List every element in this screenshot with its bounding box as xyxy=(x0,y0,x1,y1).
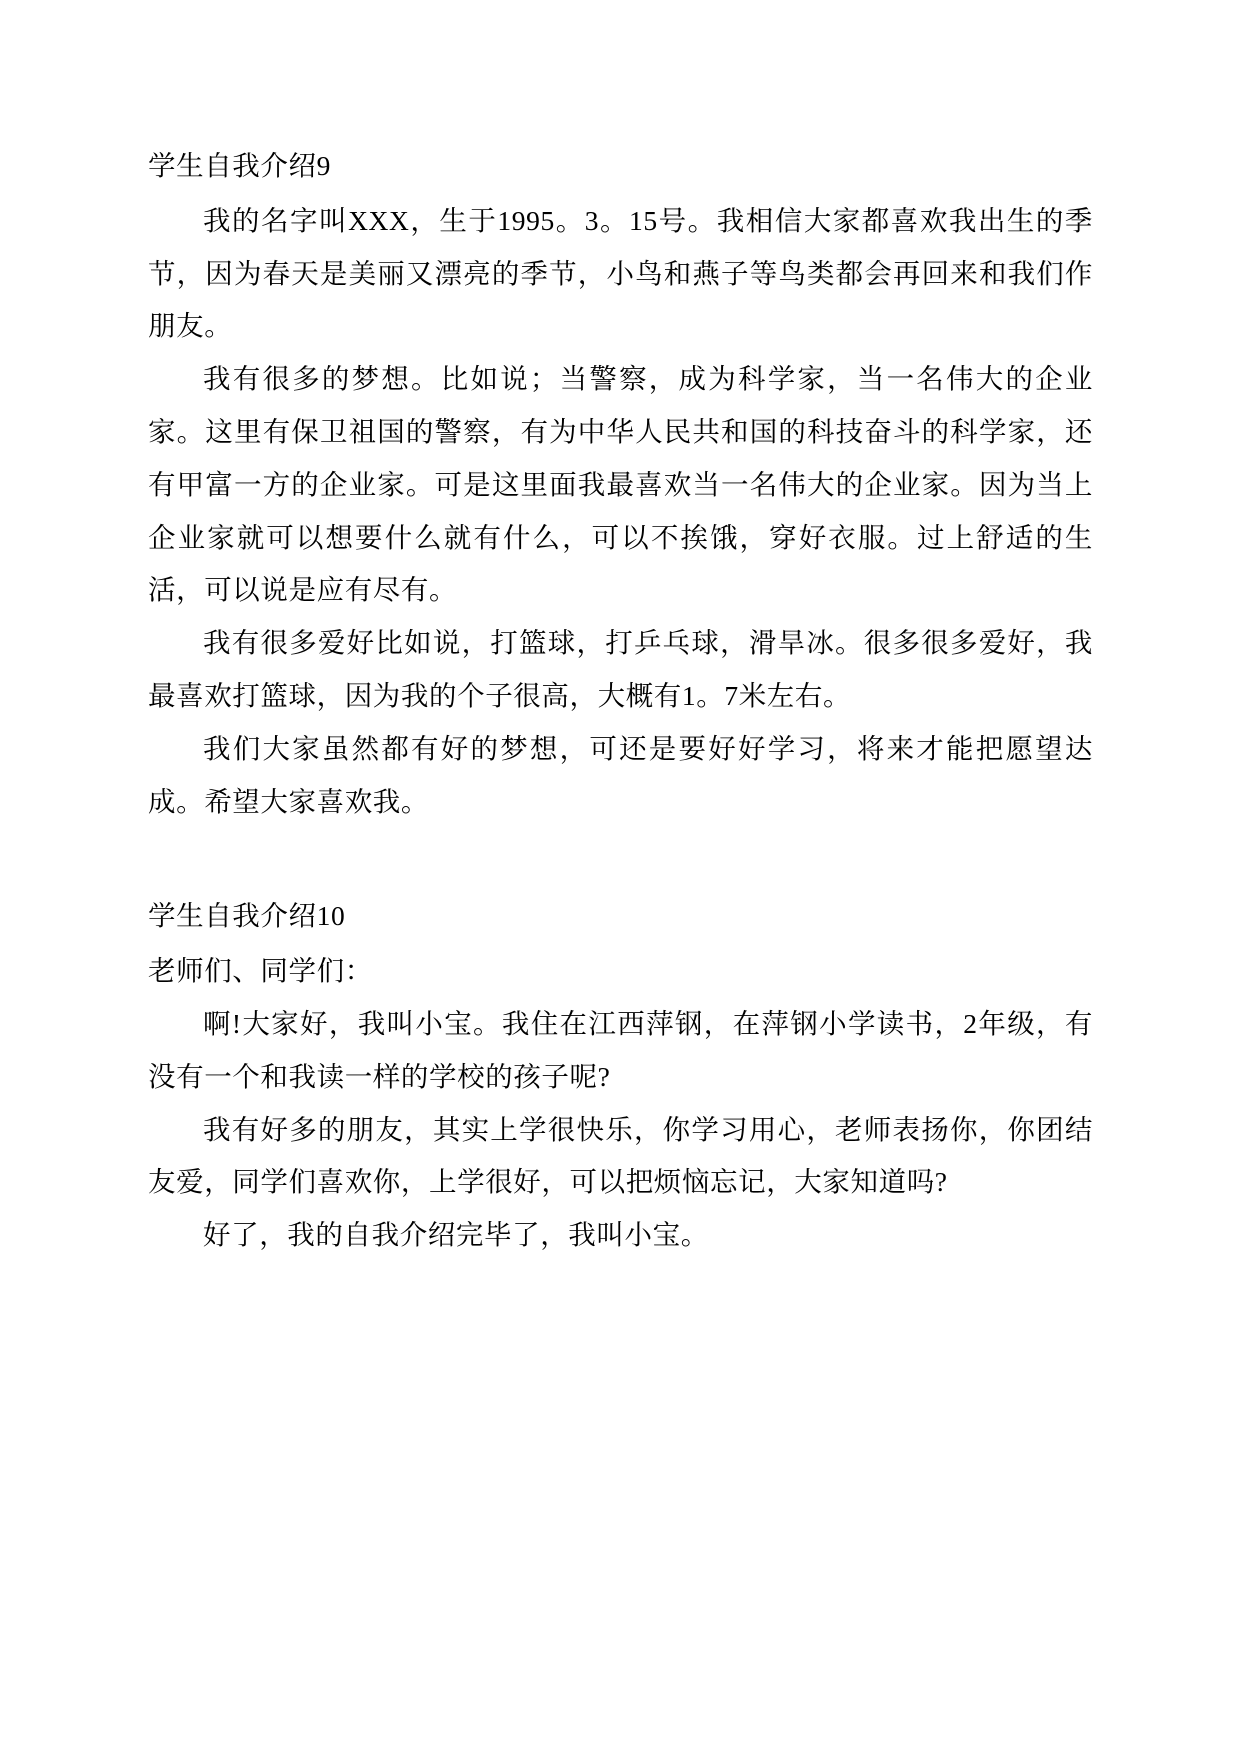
paragraph: 好了，我的自我介绍完毕了，我叫小宝。 xyxy=(203,1219,709,1251)
section-spacer xyxy=(148,828,1093,890)
document-body xyxy=(148,140,1093,1262)
paragraph: 我的名字叫XXX，生于1995。3。15号。我相信大家都喜欢我出生的季节，因为春天是美丽又漂亮的季节，小鸟和燕子等鸟类都会再回来和我们作朋友。 xyxy=(148,204,1093,342)
paragraph: 我有很多的梦想。比如说；当警察，成为科学家，当一名伟大的企业家。这里有保卫祖国的警察，有为中华人民共和国的科技奋斗的科学家，还有甲富一方的企业家。可是这里面我最喜欢当一名伟大的企业家。因为当上企业家就可以想要什么就有什么，可以不挨饿，穿好衣服。过上舒适的生活，可以说是应有尽有。 xyxy=(148,363,1093,606)
paragraph: 啊!大家好，我叫小宝。我住在江西萍钢，在萍钢小学读书，2年级，有没有一个和我读一样的学校的孩子呢? xyxy=(148,1007,1093,1092)
paragraph: 我有很多爱好比如说，打篮球，打乒乓球，滑旱冰。很多很多爱好，我最喜欢打篮球，因为我的个子很高，大概有1。7米左右。 xyxy=(148,627,1093,711)
section-heading: 学生自我介绍10 xyxy=(148,900,346,932)
paragraph: 我们大家虽然都有好的梦想，可还是要好好学习，将来才能把愿望达成。希望大家喜欢我。 xyxy=(148,732,1093,817)
salutation: 老师们、同学们： xyxy=(148,955,373,987)
paragraph: 我有好多的朋友，其实上学很快乐，你学习用心，老师表扬你，你团结友爱，同学们喜欢你，上学很好，可以把烦恼忘记，大家知道吗? xyxy=(148,1113,1093,1198)
document-section-2 xyxy=(148,890,1093,1262)
document-section-1 xyxy=(148,140,1093,828)
section-heading: 学生自我介绍9 xyxy=(148,150,331,181)
